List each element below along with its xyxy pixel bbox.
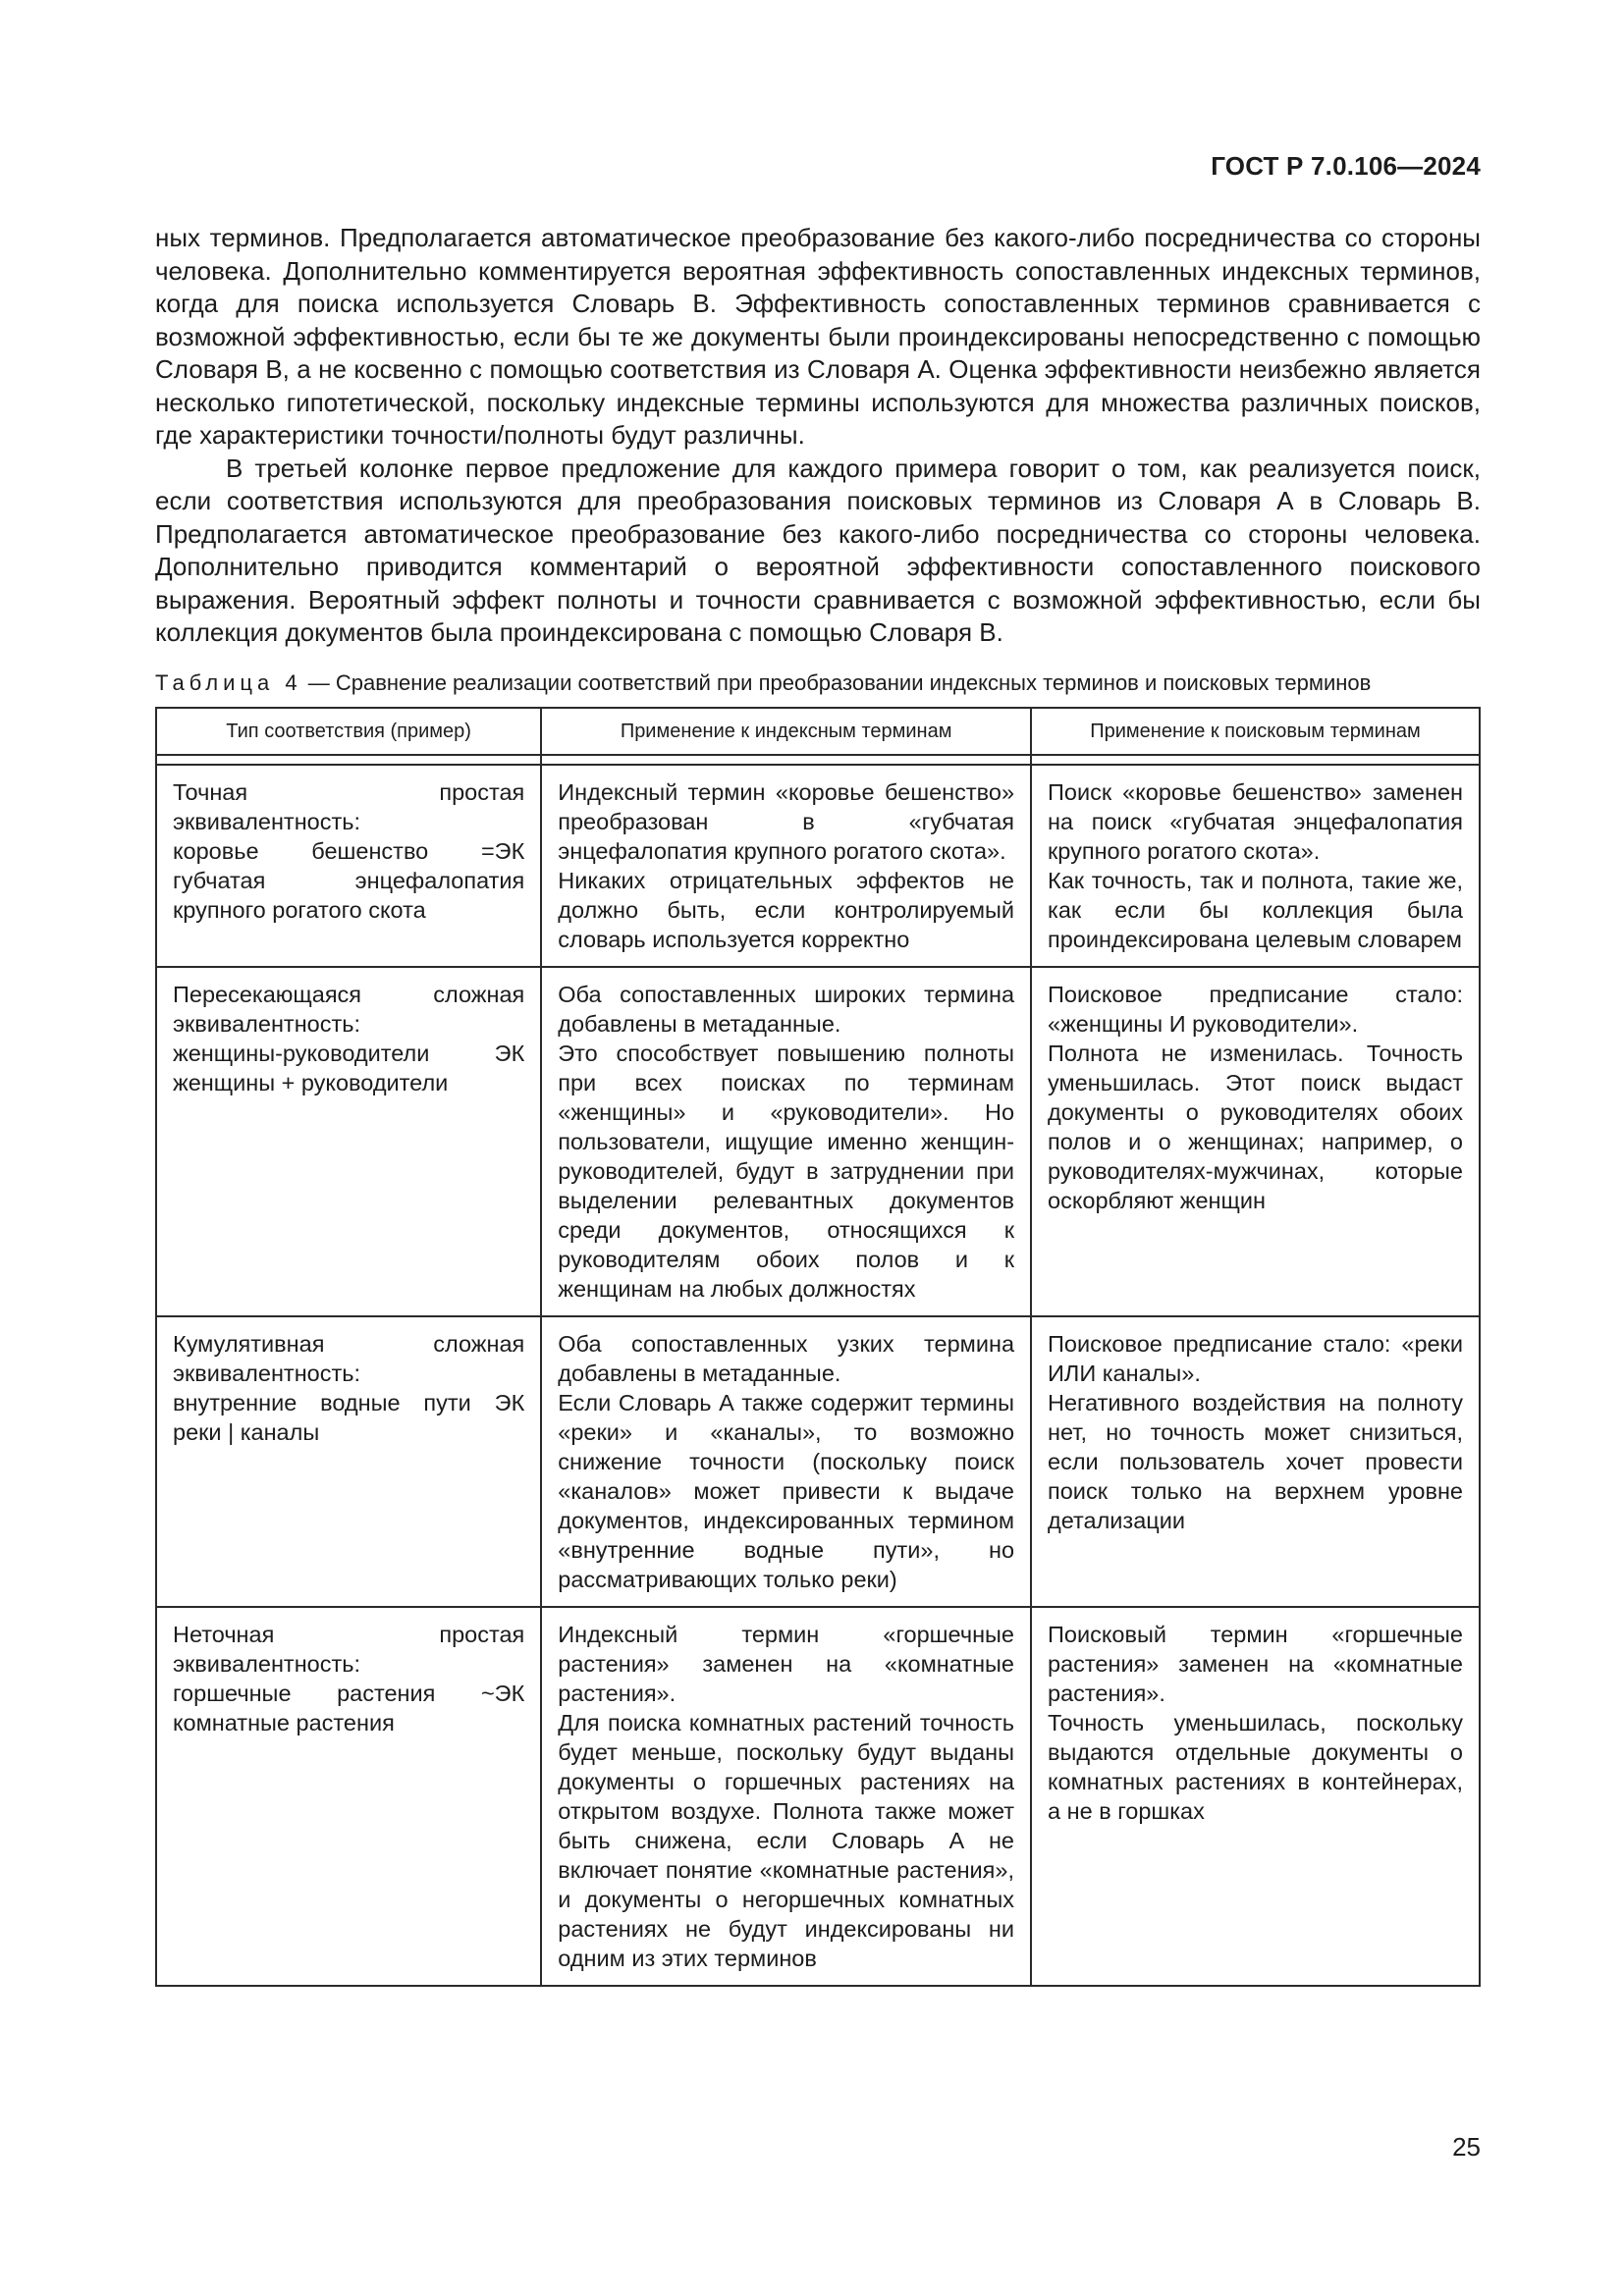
standard-number-header: ГОСТ Р 7.0.106—2024 bbox=[1211, 151, 1481, 181]
body-paragraph-2: В третьей колонке первое предложение для каждого примера говорит о том, как реализуется поиск, если соответствия используются для преобразования поисковых терминов из Словаря А в Словарь В. Предполагается автоматическое преобразование без какого-либо посредничества со стороны человека. Дополнительно приводится комментарий о вероятной эффективности сопоставленного поискового выражения. Вероятный эффект полноты и точности сравнивается с возможной эффективностью, если бы коллекция документов была проиндексирована с помощью Словаря В. bbox=[155, 453, 1481, 647]
cell-mapping-type bbox=[156, 967, 541, 1316]
cell-text: Оба сопоставленных узких термина добавлены в метаданные. bbox=[558, 1330, 1015, 1386]
cell-mapping-type bbox=[156, 765, 541, 967]
page-content bbox=[155, 222, 1481, 1987]
table-header-row bbox=[156, 708, 1480, 755]
cell-mapping-type bbox=[156, 1316, 541, 1607]
table-caption bbox=[155, 669, 1481, 697]
cell-text: Поисковое предписание стало: «реки ИЛИ каналы». bbox=[1048, 1330, 1463, 1386]
cell-text: Полнота не изменилась. Точность уменьшилась. Этот поиск выдаст документы о руководителях обоих полов и о женщинах; например, о руководителях-мужчинах, которые оскорбляют женщин bbox=[1048, 1040, 1463, 1213]
cell-search-terms bbox=[1031, 1607, 1480, 1986]
cell-text: Пересекающаяся сложная эквивалентность: bbox=[173, 981, 525, 1037]
cell-text: Как точность, так и полнота, такие же, как если бы коллекция была проиндексирована целевым словарем bbox=[1048, 867, 1463, 952]
table-row bbox=[156, 1316, 1480, 1607]
table-row bbox=[156, 967, 1480, 1316]
table-row bbox=[156, 765, 1480, 967]
cell-index-terms bbox=[541, 967, 1031, 1316]
cell-search-terms bbox=[1031, 765, 1480, 967]
table-caption-text: — Сравнение реализации соответствий при преобразовании индексных терминов и поисковых терминов bbox=[301, 669, 1372, 695]
cell-text: Это способствует повышению полноты при всех поисках по терминам «женщины» и «руководители». Но пользователи, ищущие именно женщин-руководителей, будут в затруднении при выделении релевантных документов среди документов, относящихся к руководителям обоих полов и к женщинам на любых должностях bbox=[558, 1040, 1015, 1302]
header-mapping-type: Тип соответствия (пример) bbox=[156, 708, 541, 755]
comparison-table bbox=[155, 707, 1481, 1987]
cell-text: женщины-руководители ЭК женщины + руководители bbox=[173, 1040, 525, 1095]
cell-search-terms bbox=[1031, 967, 1480, 1316]
body-paragraph-1: ных терминов. Предполагается автоматическое преобразование без какого-либо посредничества со стороны человека. Дополнительно комментируется вероятная эффективность сопоставленных индексных терминов, когда для поиска используется Словарь В. Эффективность сопоставленных терминов сравнивается с возможной эффективностью, если бы те же документы были проиндексированы непосредственно с помощью Словаря В, а не косвенно с помощью соответствия из Словаря А. Оценка эффективности неизбежно является несколько гипотетической, поскольку индексные термины используются для множества различных поисков, где характеристики точности/полноты будут различны. bbox=[155, 223, 1481, 450]
cell-text: Оба сопоставленных широких термина добавлены в метаданные. bbox=[558, 981, 1015, 1037]
header-search-terms: Применение к поисковым терминам bbox=[1031, 708, 1480, 755]
cell-text: внутренние водные пути ЭК реки | каналы bbox=[173, 1389, 525, 1445]
cell-index-terms bbox=[541, 1607, 1031, 1986]
table-row bbox=[156, 1607, 1480, 1986]
cell-text: Если Словарь А также содержит термины «реки» и «каналы», то возможно снижение точности (поскольку поиск «каналов» может привести к выдаче документов, индексированных термином «внутренние водные пути», но рассматривающих только реки) bbox=[558, 1389, 1015, 1592]
cell-text: Индексный термин «коровье бешенство» преобразован в «губчатая энцефалопатия крупного рогатого скота». bbox=[558, 778, 1015, 864]
cell-text: Поисковый термин «горшечные растения» заменен на «комнатные растения». bbox=[1048, 1621, 1463, 1706]
cell-text: Неточная простая эквивалентность: bbox=[173, 1621, 525, 1677]
table-header-gap bbox=[156, 755, 1480, 765]
cell-text: Кумулятивная сложная эквивалентность: bbox=[173, 1330, 525, 1386]
cell-text: горшечные растения ~ЭК комнатные растения bbox=[173, 1680, 525, 1735]
cell-text: Индексный термин «горшечные растения» заменен на «комнатные растения». bbox=[558, 1621, 1015, 1706]
cell-text: Для поиска комнатных растений точность будет меньше, поскольку будут выданы документы о горшечных растениях на открытом воздухе. Полнота также может быть снижена, если Словарь А не включает понятие «комнатные растения», и документы о негоршечных комнатных растениях не будут индексированы ни одним из этих терминов bbox=[558, 1709, 1015, 1971]
cell-mapping-type bbox=[156, 1607, 541, 1986]
cell-text: Негативного воздействия на полноту нет, но точность может снизиться, если пользователь хочет провести поиск только на верхнем уровне детализации bbox=[1048, 1389, 1463, 1533]
cell-text: Точность уменьшилась, поскольку выдаются отдельные документы о комнатных растениях в контейнерах, а не в горшках bbox=[1048, 1709, 1463, 1824]
cell-search-terms bbox=[1031, 1316, 1480, 1607]
cell-index-terms bbox=[541, 1316, 1031, 1607]
cell-text: Точная простая эквивалентность: bbox=[173, 778, 525, 834]
page-number: 25 bbox=[1452, 2132, 1481, 2162]
cell-text: Поиск «коровье бешенство» заменен на поиск «губчатая энцефалопатия крупного рогатого скота». bbox=[1048, 778, 1463, 864]
cell-index-terms bbox=[541, 765, 1031, 967]
table-caption-label: Таблица 4 bbox=[155, 669, 302, 695]
cell-text: Никаких отрицательных эффектов не должно быть, если контролируемый словарь используется корректно bbox=[558, 867, 1015, 952]
cell-text: коровье бешенство =ЭК губчатая энцефалопатия крупного рогатого скота bbox=[173, 837, 525, 923]
header-index-terms: Применение к индексным терминам bbox=[541, 708, 1031, 755]
cell-text: Поисковое предписание стало: «женщины И руководители». bbox=[1048, 981, 1463, 1037]
